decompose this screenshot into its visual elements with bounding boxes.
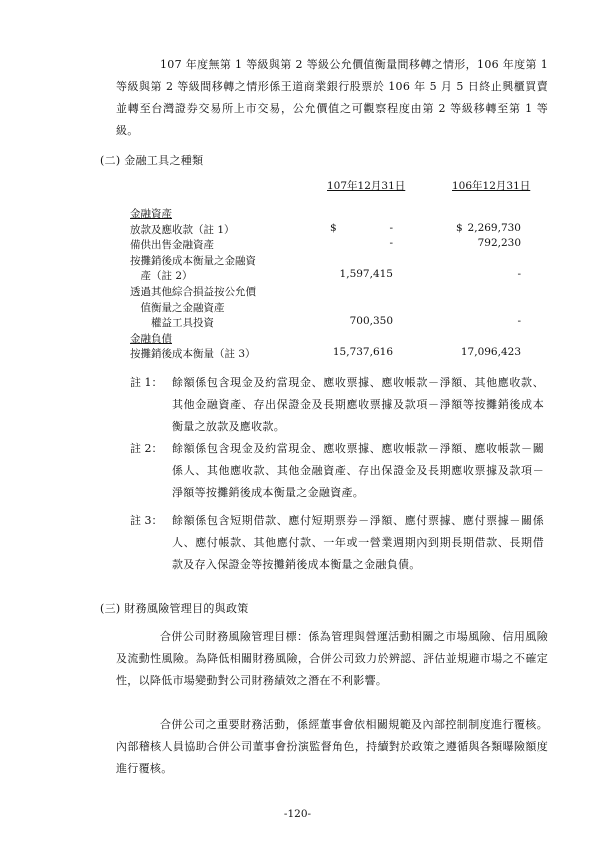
table-row — [130, 331, 540, 347]
currency-symbol-2017: $ — [456, 221, 463, 234]
value-2018: 15,737,616 — [332, 346, 393, 359]
note-2-text: 餘額係包含現金及約當現金、應收票據、應收帳款－淨額、應收帳款－關係人、其他應收款、其他金融資產、存出保證金及長期應收票據及款項－淨額等按攤銷後成本衡量之金融資產。 — [172, 442, 544, 499]
section-2-heading: (二) 金融工具之種類 — [100, 154, 204, 167]
value-2018: - — [389, 221, 393, 234]
paragraph-3b: 合併公司之重要財務活動，係經董事會依相關規範及內部控制制度進行覆核。內部稽核人員協助合併公司董事會扮演監督角色，持續對於政策之遵循與各類曝險額度進行覆核。 — [116, 718, 548, 775]
row-label: 按攤銷後成本衡量（註 3） — [130, 348, 256, 361]
note-1-label: 註 1： — [130, 376, 163, 389]
table-row — [130, 346, 540, 362]
page-number: -120- — [283, 808, 312, 820]
col-head-2017: 106年12月31日 — [452, 180, 531, 192]
table-row — [130, 253, 540, 269]
table-row — [130, 237, 540, 253]
table-row — [130, 315, 540, 331]
value-2017: - — [517, 268, 521, 281]
note-1-text: 餘額係包含現金及約當現金、應收票據、應收帳款－淨額、其他應收款、其他金融資產、存出保證金及長期應收票據及款項－淨額等按攤銷後成本衡量之放款及應收款。 — [172, 376, 544, 433]
row-label: 按攤銷後成本衡量之金融資 — [130, 254, 256, 267]
paragraph-3a: 合併公司財務風險管理目標：係為管理與營運活動相關之市場風險、信用風險及流動性風險。為降低相關財務風險，合併公司致力於辨認、評估並規避市場之不確定性，以降低市場變動對公司財務績效之潛在不利影響。 — [116, 630, 548, 687]
row-label: 備供出售金融資產 — [130, 239, 214, 252]
table-row — [130, 222, 540, 238]
currency-symbol-2018: $ — [330, 221, 337, 234]
col-head-2018: 107年12月31日 — [327, 180, 406, 192]
table-row — [130, 206, 540, 222]
table-row — [130, 268, 540, 284]
row-label: 透過其他綜合損益按公允價 — [130, 286, 256, 298]
row-label: 金融資產 — [130, 208, 172, 220]
note-2 — [130, 438, 544, 504]
note-3-label: 註 3： — [130, 514, 163, 527]
note-1 — [130, 372, 544, 438]
value-2017: 792,230 — [477, 237, 521, 250]
note-2-label: 註 2： — [130, 442, 163, 455]
value-2018: 1,597,415 — [339, 268, 393, 281]
row-label: 金融負債 — [130, 332, 172, 345]
note-3-text: 餘額係包含短期借款、應付短期票券－淨額、應付票據、應付票據－關係人、應付帳款、其他應付款、一年或一營業週期內到期長期借款、長期借款及存入保證金等按攤銷後成本衡量之金融負債。 — [172, 514, 544, 571]
value-2017: 17,096,423 — [460, 346, 521, 359]
intro-paragraph: 107 年度無第 1 等級與第 2 等級公允價值衡量間移轉之情形，106 年度第 1 等級與第 2 等級間移轉之情形係王道商業銀行股票於 106 年 5 月 5 日終止興櫃買賣並轉至台灣證券交易所上市交易，公允價值之可觀察程度由第 2 等級移轉至第 1 等級。 — [116, 58, 548, 137]
value-2018: 700,350 — [349, 315, 393, 328]
row-label: 產（註 2） — [130, 270, 193, 283]
row-label: 權益工具投資 — [130, 317, 214, 330]
value-2017: - — [517, 315, 521, 328]
value-2018: - — [389, 237, 393, 250]
table-row — [130, 300, 540, 316]
note-3 — [130, 510, 544, 576]
row-label: 值衡量之金融資產 — [130, 301, 225, 314]
table-row — [130, 284, 540, 300]
value-2017: 2,269,730 — [467, 221, 521, 234]
section-3-heading: (三) 財務風險管理目的與政策 — [100, 602, 249, 615]
row-label: 放款及應收款（註 1） — [130, 223, 235, 236]
